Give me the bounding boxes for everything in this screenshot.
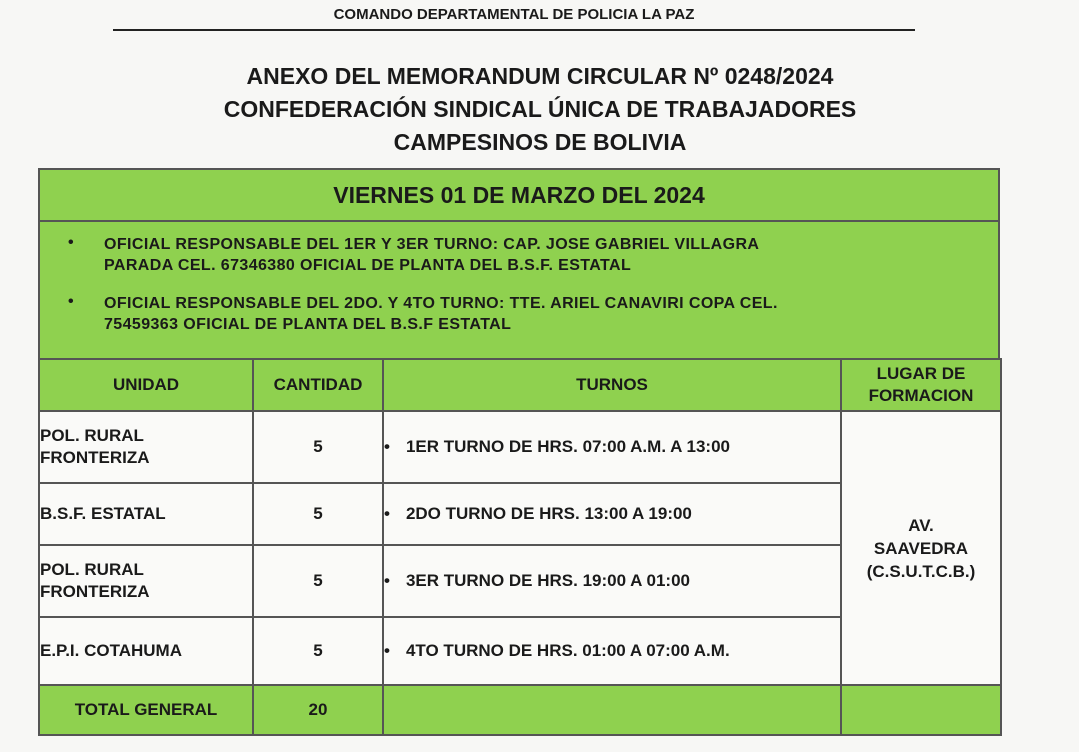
officer-note-2: [104, 293, 994, 335]
unit-line1: B.S.F. ESTATAL: [40, 504, 166, 523]
qty-cell: 5: [253, 545, 383, 617]
place-line1: AV.: [908, 515, 934, 535]
shift-table: [38, 358, 1002, 736]
officer-note-1-line2: PARADA CEL. 67346380 OFICIAL DE PLANTA DEL B.S.F. ESTATAL: [104, 257, 632, 274]
unit-line1: POL. RURAL: [40, 426, 144, 445]
officer-note-2-line1: OFICIAL RESPONSABLE DEL 2DO. Y 4TO TURNO: TTE. ARIEL CANAVIRI COPA CEL.: [104, 295, 778, 312]
unit-line2: FRONTERIZA: [40, 448, 150, 467]
total-label: TOTAL GENERAL: [39, 685, 253, 735]
officer-note-1-line1: OFICIAL RESPONSABLE DEL 1ER Y 3ER TURNO: CAP. JOSE GABRIEL VILLAGRA: [104, 236, 760, 253]
place-cell: [841, 411, 1001, 685]
command-header: COMANDO DEPARTAMENTAL DE POLICIA LA PAZ: [113, 6, 915, 31]
date-divider: [40, 220, 998, 222]
bullet-dot-icon: •: [68, 234, 75, 251]
header-turnos: TURNOS: [383, 359, 841, 411]
bullet-dot-icon: •: [384, 437, 390, 456]
unit-line2: FRONTERIZA: [40, 582, 150, 601]
place-line3: (C.S.U.T.C.B.): [866, 561, 976, 581]
unit-cell: [39, 411, 253, 483]
qty-cell: 5: [253, 617, 383, 685]
turn-cell: [383, 411, 841, 483]
unit-cell: [39, 545, 253, 617]
turn-text: 1ER TURNO DE HRS. 07:00 A.M. A 13:00: [405, 437, 730, 456]
unit-line1: E.P.I. COTAHUMA: [40, 641, 182, 660]
title-line-3: CAMPESINOS DE BOLIVIA: [393, 129, 687, 155]
total-row: [39, 685, 1001, 735]
total-empty-place: [841, 685, 1001, 735]
bullet-dot-icon: •: [384, 504, 390, 523]
unit-cell: [39, 617, 253, 685]
officer-note-2-line2: 75459363 OFICIAL DE PLANTA DEL B.S.F ESTATAL: [104, 316, 512, 333]
turn-text: 3ER TURNO DE HRS. 19:00 A 01:00: [405, 571, 691, 590]
bullet-dot-icon: •: [384, 571, 390, 590]
turn-cell: [383, 545, 841, 617]
turn-cell: [383, 483, 841, 545]
total-empty-turn: [383, 685, 841, 735]
header-lugar-line2: FORMACION: [868, 386, 974, 405]
officers-panel: [38, 168, 1000, 360]
header-lugar: [841, 359, 1001, 411]
unit-cell: [39, 483, 253, 545]
bullet-dot-icon: •: [68, 293, 75, 310]
place-line2: SAAVEDRA: [873, 538, 969, 558]
total-qty: 20: [253, 685, 383, 735]
qty-cell: 5: [253, 411, 383, 483]
table-row: [39, 411, 1001, 483]
header-lugar-line1: LUGAR DE: [876, 364, 966, 383]
officer-note-1: [104, 234, 994, 276]
header-cantidad: CANTIDAD: [253, 359, 383, 411]
turn-text: 2DO TURNO DE HRS. 13:00 A 19:00: [405, 504, 692, 523]
header-unidad: UNIDAD: [39, 359, 253, 411]
unit-line1: POL. RURAL: [40, 560, 144, 579]
turn-text: 4TO TURNO DE HRS. 01:00 A 07:00 A.M.: [405, 641, 730, 660]
date-heading: VIERNES 01 DE MARZO DEL 2024: [333, 182, 705, 208]
bullet-dot-icon: •: [384, 641, 390, 660]
document-title: [100, 60, 980, 159]
title-line-1: ANEXO DEL MEMORANDUM CIRCULAR Nº 0248/2024: [246, 63, 834, 89]
qty-cell: 5: [253, 483, 383, 545]
turn-cell: [383, 617, 841, 685]
title-line-2: CONFEDERACIÓN SINDICAL ÚNICA DE TRABAJADORES: [223, 96, 857, 122]
table-header-row: [39, 359, 1001, 411]
